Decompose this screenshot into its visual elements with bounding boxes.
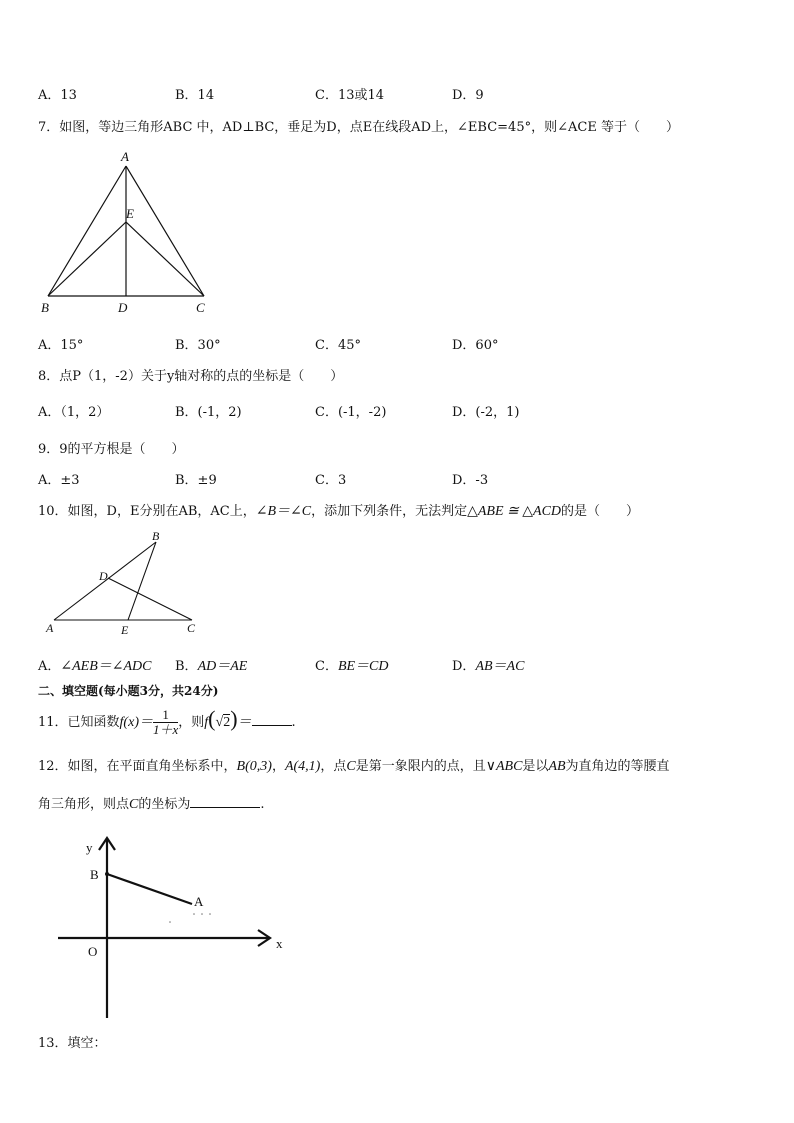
q12-label-x: x (276, 936, 283, 951)
q10-middle: ，添加下列条件，无法判定 (311, 504, 468, 519)
q10-suffix: 的是（ ） (561, 504, 640, 519)
q11-paren-close: ) (230, 706, 238, 731)
q7-label-a: A (121, 149, 129, 164)
q12-point-a: A(4,1) (284, 759, 321, 774)
q6-option-b: B．14 (175, 88, 215, 103)
q10-option-a: A．∠AEB＝∠ADC (38, 659, 152, 674)
q11-prefix: 11．已知函数 (38, 715, 120, 730)
q10-option-b: B．AD＝AE (175, 659, 248, 674)
q7-option-a: A．15° (38, 338, 84, 353)
q10-option-d: D．AB＝AC (452, 659, 525, 674)
q10-figure (40, 528, 210, 640)
section-title: 二、填空题(每小题3分，共24分) (38, 684, 219, 698)
q12-label-y: y (86, 840, 93, 855)
q12-label-a: A (194, 894, 204, 909)
q6-option-a: A．13 (38, 88, 77, 103)
q8-text: 8．点P（1，-2）关于y轴对称的点的坐标是（ ） (38, 369, 344, 384)
q11-answer-blank[interactable] (252, 713, 292, 726)
q13-text: 13．填空： (38, 1036, 107, 1051)
q10-congruence: △ABE ≅ △ACD (467, 504, 562, 519)
q12-triangle: ∨ABC (485, 759, 523, 774)
q10-label-b: B (152, 529, 160, 543)
q7-label-b: B (41, 300, 49, 315)
q8-option-c: C．(-1，-2) (315, 405, 387, 420)
q8-option-d: D．(-2，1) (452, 405, 520, 420)
q7-figure (30, 148, 220, 320)
q11-paren-open: ( (208, 706, 216, 731)
q11-fraction: $\frac{1}{1+x}$ (152, 707, 179, 737)
q10-prefix: 10．如图，D，E分别在AB，AC上， (38, 504, 256, 519)
q7-label-d: D (118, 300, 128, 315)
q7-option-c: C．45° (315, 338, 361, 353)
q12-label-b: B (90, 867, 99, 882)
q12-line2: 角三角形，则点C的坐标为 . (38, 797, 265, 812)
q8-option-a: A．（1，2） (38, 405, 110, 420)
q9-option-d: D．-3 (452, 473, 489, 488)
q11-middle: ，则 (178, 715, 205, 730)
q10-option-c: C．BE＝CD (315, 659, 389, 674)
q8-option-b: B．(-1，2) (175, 405, 242, 420)
q11-end: . (291, 715, 296, 730)
q10-label-c: C (187, 621, 196, 635)
q6-option-d: D．9 (452, 88, 484, 103)
q7-option-d: D．60° (452, 338, 499, 353)
q10-label-e: E (121, 623, 129, 637)
q12-line1: 12．如图，在平面直角坐标系中，B(0,3)，A(4,1)，点C是第一象限内的点，且∨ABC是以AB为直角边的等腰直 (38, 759, 670, 774)
q11-fx: f(x)＝ (119, 715, 153, 730)
q10-text (38, 500, 639, 520)
q11-eq: ＝ (237, 715, 252, 730)
q10-label-a: A (46, 621, 54, 635)
q10-label-d: D (99, 569, 108, 583)
q10-condition: ∠B＝∠C (255, 504, 312, 519)
q12-answer-blank[interactable] (190, 795, 260, 808)
q9-option-a: A．±3 (38, 473, 80, 488)
q6-option-c: C．13或14 (315, 88, 385, 103)
q11-text (38, 703, 296, 739)
q7-text: 7．如图，等边三角形ABC 中，AD⊥BC，垂足为D，点E在线段AD上，∠EBC=45°，则∠ACE 等于（ ） (38, 120, 679, 135)
q12-point-b: B(0,3) (236, 759, 272, 774)
q11-f: f (204, 715, 209, 730)
q12-label-o: O (88, 944, 98, 959)
q7-label-e: E (126, 206, 134, 221)
q12-figure (50, 830, 300, 1022)
q11-sqrt: √2 (215, 715, 231, 730)
q9-option-b: B．±9 (175, 473, 217, 488)
q7-option-b: B．30° (175, 338, 221, 353)
q9-text: 9．9的平方根是（ ） (38, 442, 185, 457)
q9-option-c: C．3 (315, 473, 347, 488)
q7-label-c: C (196, 300, 205, 315)
